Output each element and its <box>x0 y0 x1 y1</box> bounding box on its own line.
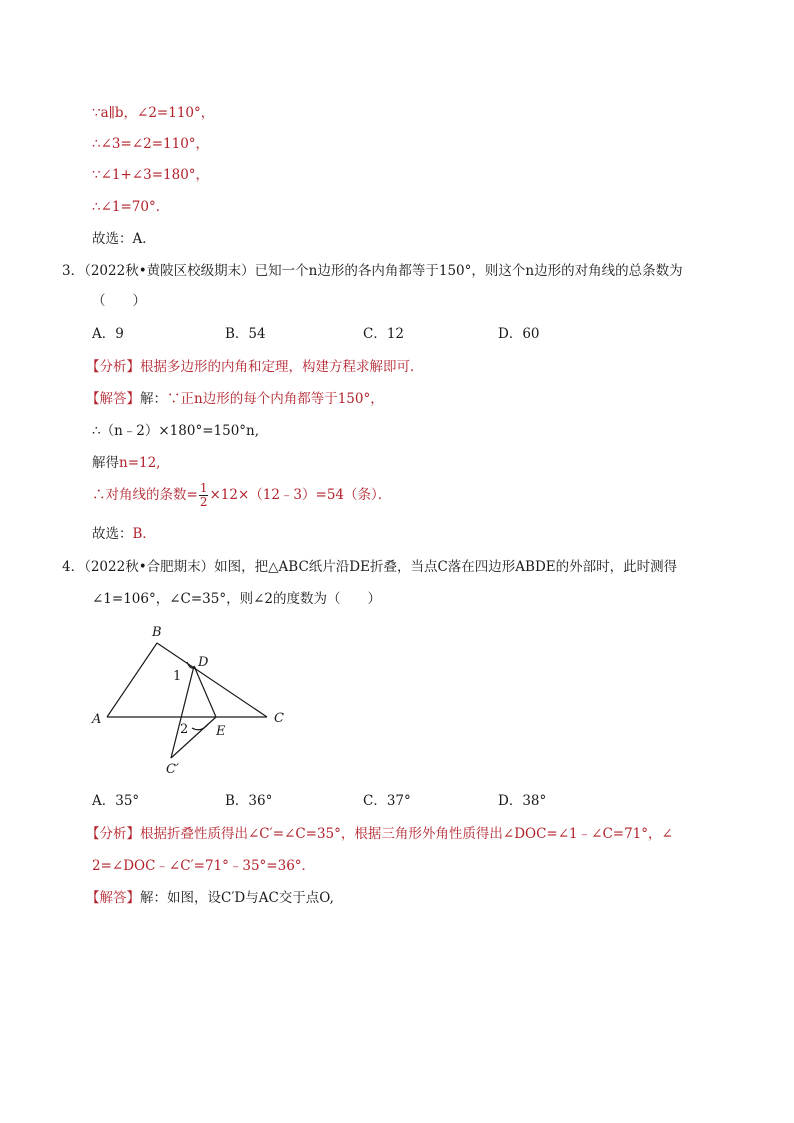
q4-option-a: A．35° <box>92 793 140 809</box>
q3-option-d: D．60 <box>498 326 540 342</box>
q3-analysis <box>86 358 424 376</box>
label-c: C <box>274 711 284 726</box>
fraction-one-half <box>199 482 209 509</box>
choice-lead: 故选： <box>92 526 133 542</box>
label-b: B <box>152 625 162 640</box>
question-3-bracket: （ ） <box>92 293 146 309</box>
q3-step-equation: ∴（n﹣2）×180°=150°n, <box>92 423 260 439</box>
question-4-stem-cont: ∠1=106°，∠C=35°，则∠2的度数为（ ） <box>92 591 382 607</box>
label-d: D <box>198 655 209 670</box>
q3-option-c: C．12 <box>363 326 405 342</box>
q4-analysis <box>86 825 673 843</box>
q3-option-a: A．9 <box>92 326 124 342</box>
analysis-tag: 【分析】 <box>86 826 140 842</box>
q4-option-b: B．36° <box>225 793 273 809</box>
solution-line-angle1: ∴∠1=70°． <box>92 199 170 215</box>
segment-ab <box>107 643 157 717</box>
q3-option-b: B．54 <box>225 326 266 342</box>
label-a: A <box>92 712 102 727</box>
answer-lead: 解： <box>140 391 167 407</box>
analysis-text-line1: 根据折叠性质得出∠C′=∠C=35°，根据三角形外角性质得出∠DOC=∠1﹣∠C=71°，∠ <box>140 826 673 842</box>
answer-text: ∵正n边形的每个内角都等于150°， <box>167 391 384 407</box>
answer-text: 如图，设C′D与AC交于点O, <box>167 890 334 906</box>
answer-lead: 解： <box>140 890 167 906</box>
q4-option-d: D．38° <box>498 793 547 809</box>
angle-2-arc <box>192 724 208 730</box>
segment-cprime-e <box>171 717 216 758</box>
q3-choice <box>92 525 156 543</box>
solution-choice: 故选：A． <box>92 231 156 247</box>
solution-line-angle3: ∴∠3=∠2=110°， <box>92 136 210 152</box>
answer-tag: 【解答】 <box>86 391 140 407</box>
question-4-stem: 4．（2022秋•合肥期末）如图，把△ABC纸片沿DE折叠，当点C落在四边形ABDE的外部时，此时测得 <box>62 559 678 575</box>
fraction-numerator: 1 <box>199 481 208 495</box>
analysis-tag: 【分析】 <box>86 359 140 375</box>
analysis-text: 根据多边形的内角和定理，构建方程求解即可． <box>140 359 424 375</box>
solve-value: n=12, <box>119 455 161 471</box>
answer-tag: 【解答】 <box>86 890 140 906</box>
q3-step-diagonals <box>92 480 391 510</box>
label-angle-1: 1 <box>173 669 182 684</box>
fold-triangle-figure <box>86 620 306 780</box>
label-angle-2: 2 <box>180 722 189 737</box>
question-3-stem: 3．（2022秋•黄陂区校级期末）已知一个n边形的各内角都等于150°，则这个n边形的对角线的总条数为 <box>62 263 683 279</box>
q3-step-solve <box>92 454 160 472</box>
q3-answer <box>86 390 384 408</box>
fraction-denominator: 2 <box>199 495 208 509</box>
q4-answer <box>86 889 334 907</box>
label-c-prime: C′ <box>166 762 179 777</box>
solve-lead: 解得 <box>92 455 119 471</box>
solution-line-sum: ∵∠1+∠3=180°， <box>92 167 210 183</box>
solution-line-parallel: ∵a∥b，∠2=110°， <box>92 105 215 121</box>
diagonals-prefix: ∴对角线的条数= <box>92 487 198 503</box>
q4-analysis-cont: 2=∠DOC﹣∠C′=71°﹣35°=36°． <box>92 858 316 874</box>
segment-de <box>194 666 216 717</box>
diagonals-suffix: ×12×（12﹣3）=54（条）． <box>209 487 392 503</box>
label-e: E <box>216 724 226 739</box>
choice-value: B． <box>132 526 156 542</box>
q4-option-c: C．37° <box>363 793 411 809</box>
